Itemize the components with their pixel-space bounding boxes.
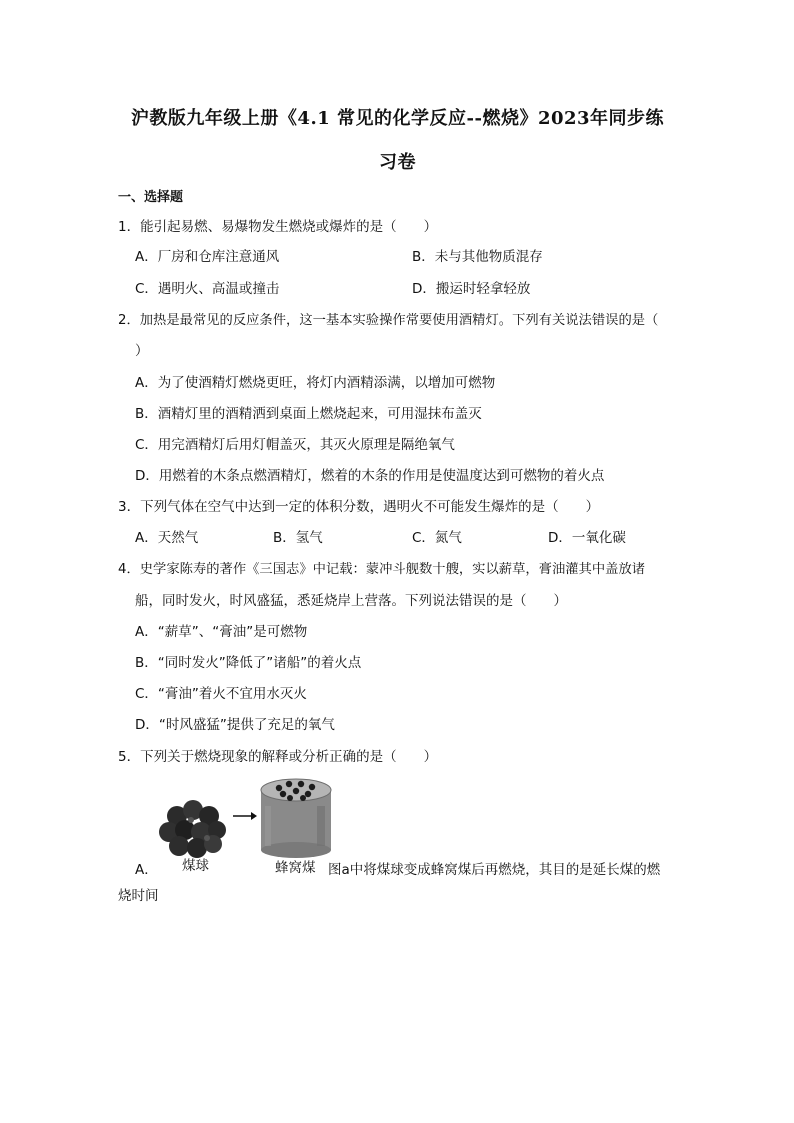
q1-stem: 1．能引起易燃、易爆物发生燃烧或爆炸的是（ ） [118,219,438,235]
q1-option-b: B．未与其他物质混存 [412,249,543,265]
honeycomb-coal-caption: 蜂窝煤 [275,860,316,876]
q3-option-d: D．一氧化碳 [548,530,626,546]
q3-option-a: A．天然气 [135,530,199,546]
q2-stem-line1: 2．加热是最常见的反应条件，这一基本实验操作常要使用酒精灯。下列有关说法错误的是（ [118,313,659,328]
q2-option-a: A．为了使酒精灯燃烧更旺，将灯内酒精添满，以增加可燃物 [135,375,496,391]
page-title-line2: 习卷 [379,152,416,173]
q5-option-a-text-line2: 烧时间 [118,888,159,904]
q1-option-a: A．厂房和仓库注意通风 [135,249,280,265]
q4-stem-line1: 4．史学家陈寿的著作《三国志》中记载：蒙冲斗舰数十艘，实以薪草，膏油灌其中盖放诸 [118,562,646,577]
q4-stem-line2: 船，同时发火，时风盛猛，悉延烧岸上营落。下列说法错误的是（ ） [135,593,567,609]
q5-stem: 5．下列关于燃烧现象的解释或分析正确的是（ ） [118,749,438,765]
q2-option-b: B．酒精灯里的酒精洒到桌面上燃烧起来，可用湿抹布盖灭 [135,406,482,422]
q2-option-d: D．用燃着的木条点燃酒精灯，燃着的木条的作用是使温度达到可燃物的着火点 [135,468,605,484]
q5-option-a-text: 图a中将煤球变成蜂窝煤后再燃烧，其目的是延长煤的燃 [328,862,661,878]
section-heading: 一、选择题 [118,190,184,205]
q5-option-a-label: A． [135,862,158,878]
q4-option-a: A．“薪草”、“膏油”是可燃物 [135,624,308,640]
coal-ball-caption: 煤球 [182,858,209,874]
q3-stem: 3．下列气体在空气中达到一定的体积分数，遇明火不可能发生爆炸的是（ ） [118,499,600,515]
q4-option-b: B．“同时发火”降低了”诸船”的着火点 [135,655,362,671]
q2-stem-line2: ） [135,343,149,359]
q4-option-d: D．“时风盛猛”提供了充足的氧气 [135,717,335,733]
q1-option-d: D．搬运时轻拿轻放 [412,281,531,297]
q4-option-c: C．“膏油”着火不宜用水灭火 [135,686,307,702]
q3-option-b: B．氢气 [273,530,323,546]
coal-balls-icon [159,800,226,858]
q1-option-c: C．遇明火、高温或撞击 [135,281,280,297]
arrow-right-icon [233,812,257,820]
q2-option-c: C．用完酒精灯后用灯帽盖灭，其灭火原理是隔绝氧气 [135,437,455,453]
q3-option-c: C．氮气 [412,530,462,546]
honeycomb-briquette-icon [261,779,331,858]
page-title-line1: 沪教版九年级上册《4.1 常见的化学反应--燃烧》2023年同步练 [130,108,665,129]
